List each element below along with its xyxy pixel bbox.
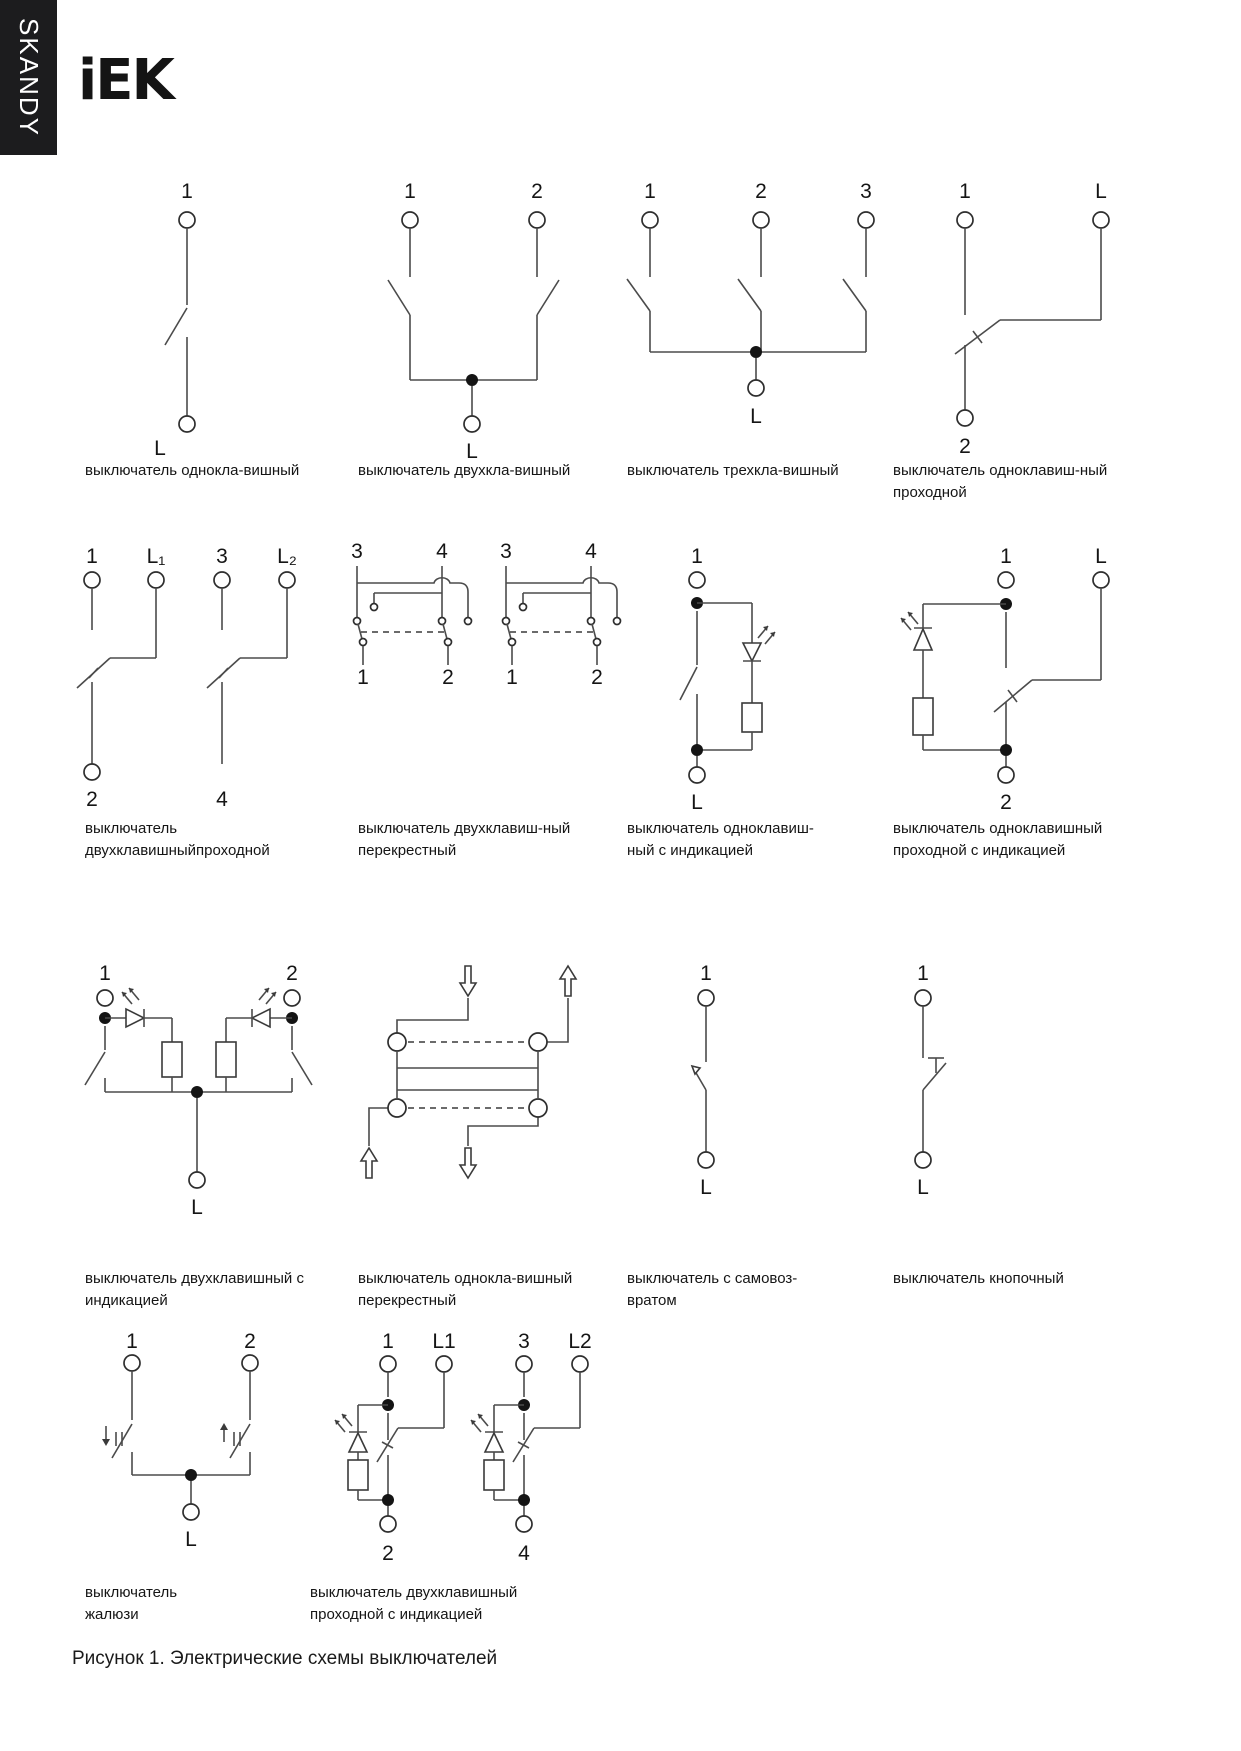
terminal-label: 3: [860, 180, 872, 203]
junction-dot: [191, 1086, 203, 1098]
terminal: [915, 990, 931, 1006]
switch-block: [471, 1372, 580, 1516]
terminal-label: 1: [382, 1330, 394, 1353]
terminal-label: 3: [518, 1330, 530, 1353]
terminal-label: L: [191, 1196, 203, 1219]
terminal: [402, 212, 418, 228]
diagram-double-gang-switch: [370, 165, 580, 475]
terminal-label: 1: [126, 1330, 138, 1353]
terminal: [572, 1356, 588, 1372]
terminal-label: L: [185, 1528, 197, 1551]
terminal: [183, 1504, 199, 1520]
junction-dot: [750, 346, 762, 358]
terminal-label: 1: [1000, 545, 1012, 568]
terminal-label: 2: [591, 666, 603, 689]
terminal: [214, 572, 230, 588]
terminal-label: 1: [506, 666, 518, 689]
diagram-caption: выключатель одноклавиш-ный проходной: [893, 462, 1108, 501]
terminal: [698, 990, 714, 1006]
resistor-symbol: [913, 698, 1006, 750]
resistor-symbol: [216, 1042, 236, 1092]
brand-vertical-label: SKANDY: [14, 18, 45, 137]
terminal-label: 1: [86, 545, 98, 568]
terminal-label: 2: [382, 1542, 394, 1565]
terminal: [284, 990, 300, 1006]
diagram-caption: выключатель жалюзи: [85, 1584, 178, 1623]
diagram-double-two-way-switch: [60, 530, 350, 820]
terminal-label: L: [1095, 545, 1107, 568]
terminal: [748, 380, 764, 396]
terminal: [698, 1152, 714, 1168]
figure-caption: Рисунок 1. Электрические схемы выключателей: [72, 1648, 498, 1669]
switch-symbol: [165, 228, 187, 416]
terminal-label: 1: [357, 666, 369, 689]
arrow-down-icon: [460, 1148, 476, 1178]
terminal: [529, 212, 545, 228]
terminal: [380, 1516, 396, 1532]
terminal: [279, 572, 295, 588]
terminal: [189, 1172, 205, 1188]
terminal-label: 4: [216, 788, 228, 811]
terminal-label: 2: [442, 666, 454, 689]
terminal-label: 1: [700, 962, 712, 985]
diagram-single-switch-indicator: [640, 530, 830, 830]
terminal: [124, 1355, 140, 1371]
terminal-label: 4: [518, 1542, 530, 1565]
diagram-single-gang-switch: [130, 165, 250, 465]
diagram-double-switch-indicator: [60, 940, 350, 1230]
led-indicator-symbol: [226, 988, 292, 1042]
terminal-label: 1: [404, 180, 416, 203]
diagram-caption: выключатель двухкла-вишный: [358, 462, 571, 479]
resistor-symbol: [162, 1042, 182, 1092]
diagram-caption: выключатель кнопочный: [893, 1270, 1064, 1287]
switch-symbol: [680, 611, 697, 750]
terminal-label: 3: [351, 540, 363, 563]
terminal: [998, 767, 1014, 783]
terminal-label: 1: [181, 180, 193, 203]
terminal: [516, 1516, 532, 1532]
terminal-label: 3: [500, 540, 512, 563]
terminal: [1093, 212, 1109, 228]
terminal-label: 3: [216, 545, 228, 568]
switch-symbol: [955, 228, 1101, 410]
switch-block: [335, 1372, 444, 1516]
terminal-label: L₁: [146, 545, 166, 568]
diagram-triple-gang-switch: [610, 165, 910, 455]
terminal: [516, 1356, 532, 1372]
junction-dot: [466, 374, 478, 386]
diagram-momentary-switch: [650, 940, 780, 1230]
terminal: [689, 767, 705, 783]
terminal: [1093, 572, 1109, 588]
diagram-push-button-switch: [870, 940, 1000, 1230]
terminal-label: L2: [568, 1330, 592, 1353]
terminal: [464, 416, 480, 432]
terminal-label: 2: [86, 788, 98, 811]
brand-sidebar: [0, 0, 57, 155]
led-indicator-symbol: [901, 604, 1006, 698]
terminal-label: 1: [959, 180, 971, 203]
terminal: [998, 572, 1014, 588]
terminal: [436, 1356, 452, 1372]
diagram-caption: выключатель двухклавишный с индикацией: [85, 1270, 304, 1309]
junction-dot: [1000, 744, 1012, 756]
diagram-single-crossover-switch: [330, 940, 610, 1200]
terminal: [84, 764, 100, 780]
led-indicator-symbol: [697, 603, 775, 703]
arrow-up-icon: [560, 966, 576, 996]
blinds-switch-symbol: [102, 1371, 250, 1504]
switch-symbol: [77, 588, 287, 764]
crossover-block: [503, 566, 621, 665]
resistor-symbol: [697, 703, 762, 750]
arrow-up-icon: [361, 1148, 377, 1178]
terminal: [915, 1152, 931, 1168]
diagram-caption: выключатель трехкла-вишный: [627, 462, 839, 479]
junction-dot: [691, 744, 703, 756]
terminal: [148, 572, 164, 588]
terminal: [753, 212, 769, 228]
crossover-mechanism: [361, 966, 576, 1178]
terminal-label: 2: [1000, 791, 1012, 814]
crossover-block: [354, 566, 472, 665]
terminal: [84, 572, 100, 588]
terminal-label: 2: [531, 180, 543, 203]
terminal: [380, 1356, 396, 1372]
terminal-label: L: [917, 1176, 929, 1199]
terminal: [242, 1355, 258, 1371]
diagram-caption: выключатель однокла-вишный: [85, 462, 300, 479]
terminal-label: 1: [99, 962, 111, 985]
terminal: [179, 212, 195, 228]
terminal: [179, 416, 195, 432]
terminal: [689, 572, 705, 588]
diagram-double-crossover-switch: [330, 535, 630, 695]
diagram-caption: выключатель двухклавиш-ный перекрестный: [358, 820, 571, 859]
terminal-label: 2: [286, 962, 298, 985]
terminal-label: 2: [959, 435, 971, 458]
switch-symbol: [388, 228, 559, 416]
junction-dot: [185, 1469, 197, 1481]
terminal-label: 4: [585, 540, 597, 563]
diagram-caption: выключатель двухклавишныйпроходной: [85, 820, 270, 859]
diagram-caption: выключатель одноклавишный проходной с индикацией: [893, 820, 1103, 859]
led-indicator-symbol: [105, 988, 172, 1042]
terminal-label: L: [154, 437, 166, 460]
terminal-label: L: [1095, 180, 1107, 203]
switch-symbol: [994, 588, 1101, 750]
diagram-caption: выключатель с самовоз- вратом: [627, 1270, 798, 1309]
terminal-label: L₂: [277, 545, 297, 568]
terminal-label: L: [700, 1176, 712, 1199]
terminal: [97, 990, 113, 1006]
diagram-caption: выключатель однокла-вишный перекрестный: [358, 1270, 573, 1309]
terminal-label: 4: [436, 540, 448, 563]
terminal: [957, 410, 973, 426]
terminal-label: 1: [691, 545, 703, 568]
switch-symbol: [692, 1006, 706, 1152]
diagram-double-two-way-indicator-switch: [310, 1320, 630, 1580]
switch-symbol: [923, 1006, 946, 1152]
terminal-label: 1: [917, 962, 929, 985]
terminal-label: L: [466, 440, 478, 463]
diagram-caption: выключатель одноклавиш- ный с индикацией: [627, 820, 814, 859]
terminal-label: 1: [644, 180, 656, 203]
arrow-down-icon: [460, 966, 476, 996]
terminal-label: L1: [432, 1330, 456, 1353]
terminal: [858, 212, 874, 228]
diagram-caption: выключатель двухклавишный проходной с индикацией: [310, 1584, 518, 1623]
diagram-two-way-switch: [930, 165, 1150, 475]
terminal-label: 2: [755, 180, 767, 203]
iek-logo: iEK: [78, 48, 173, 113]
terminal: [642, 212, 658, 228]
terminal-label: L: [691, 791, 703, 814]
terminal-label: L: [750, 405, 762, 428]
terminal: [957, 212, 973, 228]
switch-symbol: [627, 228, 866, 380]
terminal-label: 2: [244, 1330, 256, 1353]
diagram-blinds-switch: [80, 1320, 310, 1570]
switch-symbol: [85, 1026, 312, 1172]
diagram-two-way-switch-indicator: [880, 530, 1130, 830]
